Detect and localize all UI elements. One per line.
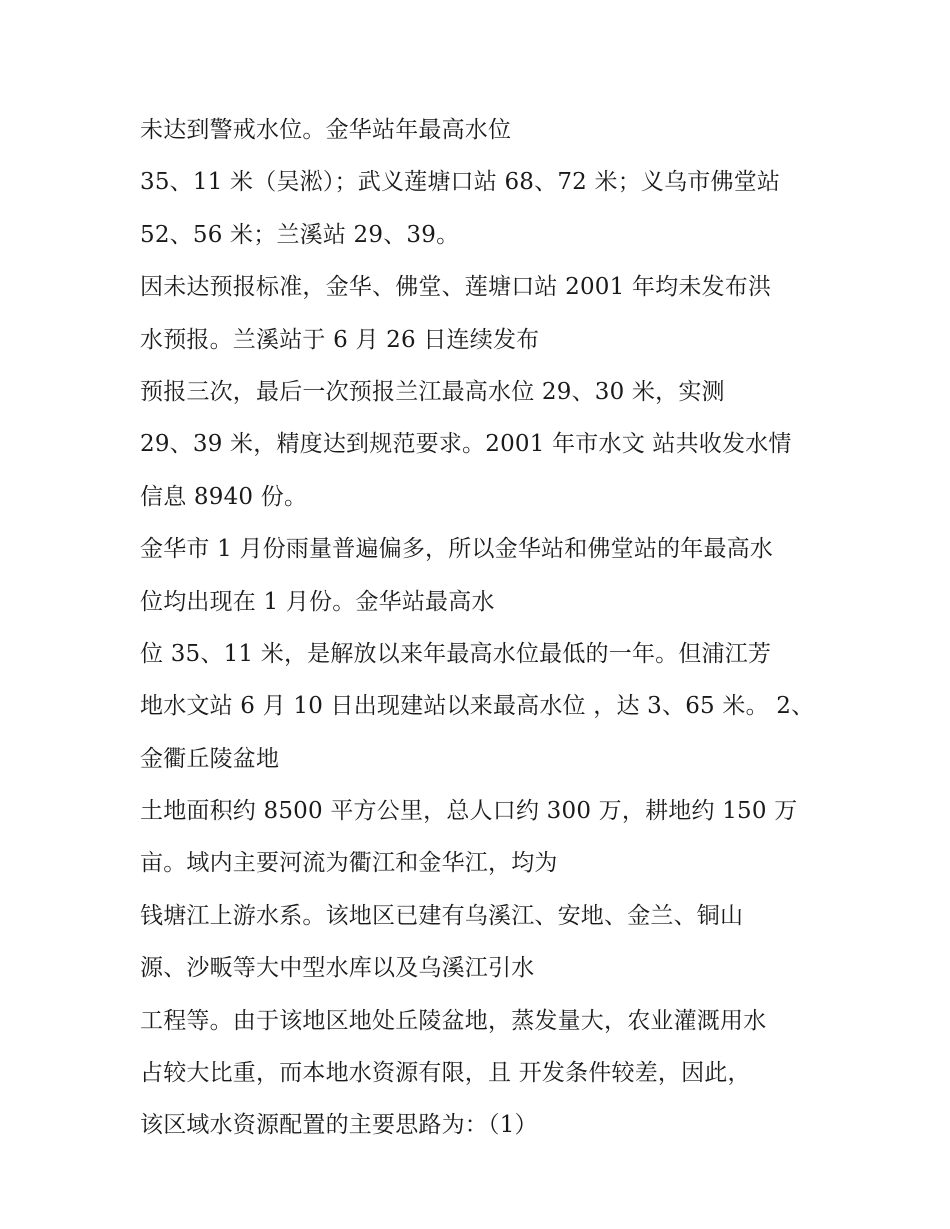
document-text-body: [140, 104, 840, 1152]
text-line: 信息 8940 份。: [140, 483, 308, 510]
text-line: 预报三次，最后一次预报兰江最高水位 29、30 米，实测: [140, 378, 725, 405]
text-line: 亩。域内主要河流为衢江和金华江，均为: [140, 850, 558, 877]
text-line: 因未达预报标准，金华、佛堂、莲塘口站 2001 年均未发布洪: [140, 274, 772, 301]
text-line: 土地面积约 8500 平方公里，总人口约 300 万，耕地约 150 万: [140, 798, 798, 825]
text-line: 占较大比重，而本地水资源有限，且 开发条件较差，因此，: [140, 1060, 751, 1087]
text-line: 未达到警戒水位。金华站年最高水位: [140, 117, 512, 143]
text-line: 金衢丘陵盆地: [140, 745, 280, 772]
text-line: 29、39 米，精度达到规范要求。2001 年市水文 站共收发水情: [140, 431, 792, 458]
text-line: 35、11 米（吴淞）；武义莲塘口站 68、72 米；义乌市佛堂站: [140, 169, 781, 196]
text-line: 地水文站 6 月 10 日出现建站以来最高水位 ，达 3、65 米。 2、: [140, 693, 815, 720]
text-line: 水预报。兰溪站于 6 月 26 日连续发布: [140, 326, 540, 353]
text-line: 位均出现在 1 月份。金华站最高水: [140, 588, 495, 615]
text-line: 源、沙畈等大中型水库以及乌溪江引水: [140, 955, 535, 982]
text-line: 金华市 1 月份雨量普遍偏多，所以金华站和佛堂站的年最高水: [140, 536, 774, 563]
text-line: 52、56 米；兰溪站 29、39。: [140, 221, 460, 248]
text-line: 工程等。由于该地区地处丘陵盆地，蒸发量大，农业灌溉用水: [140, 1007, 767, 1034]
text-line: 该区域水资源配置的主要思路为：（1）: [140, 1112, 538, 1139]
text-line: 钱塘江上游水系。该地区已建有乌溪江、安地、金兰、铜山: [140, 902, 744, 929]
text-line: 位 35、11 米，是解放以来年最高水位最低的一年。但浦江芳: [140, 640, 772, 667]
